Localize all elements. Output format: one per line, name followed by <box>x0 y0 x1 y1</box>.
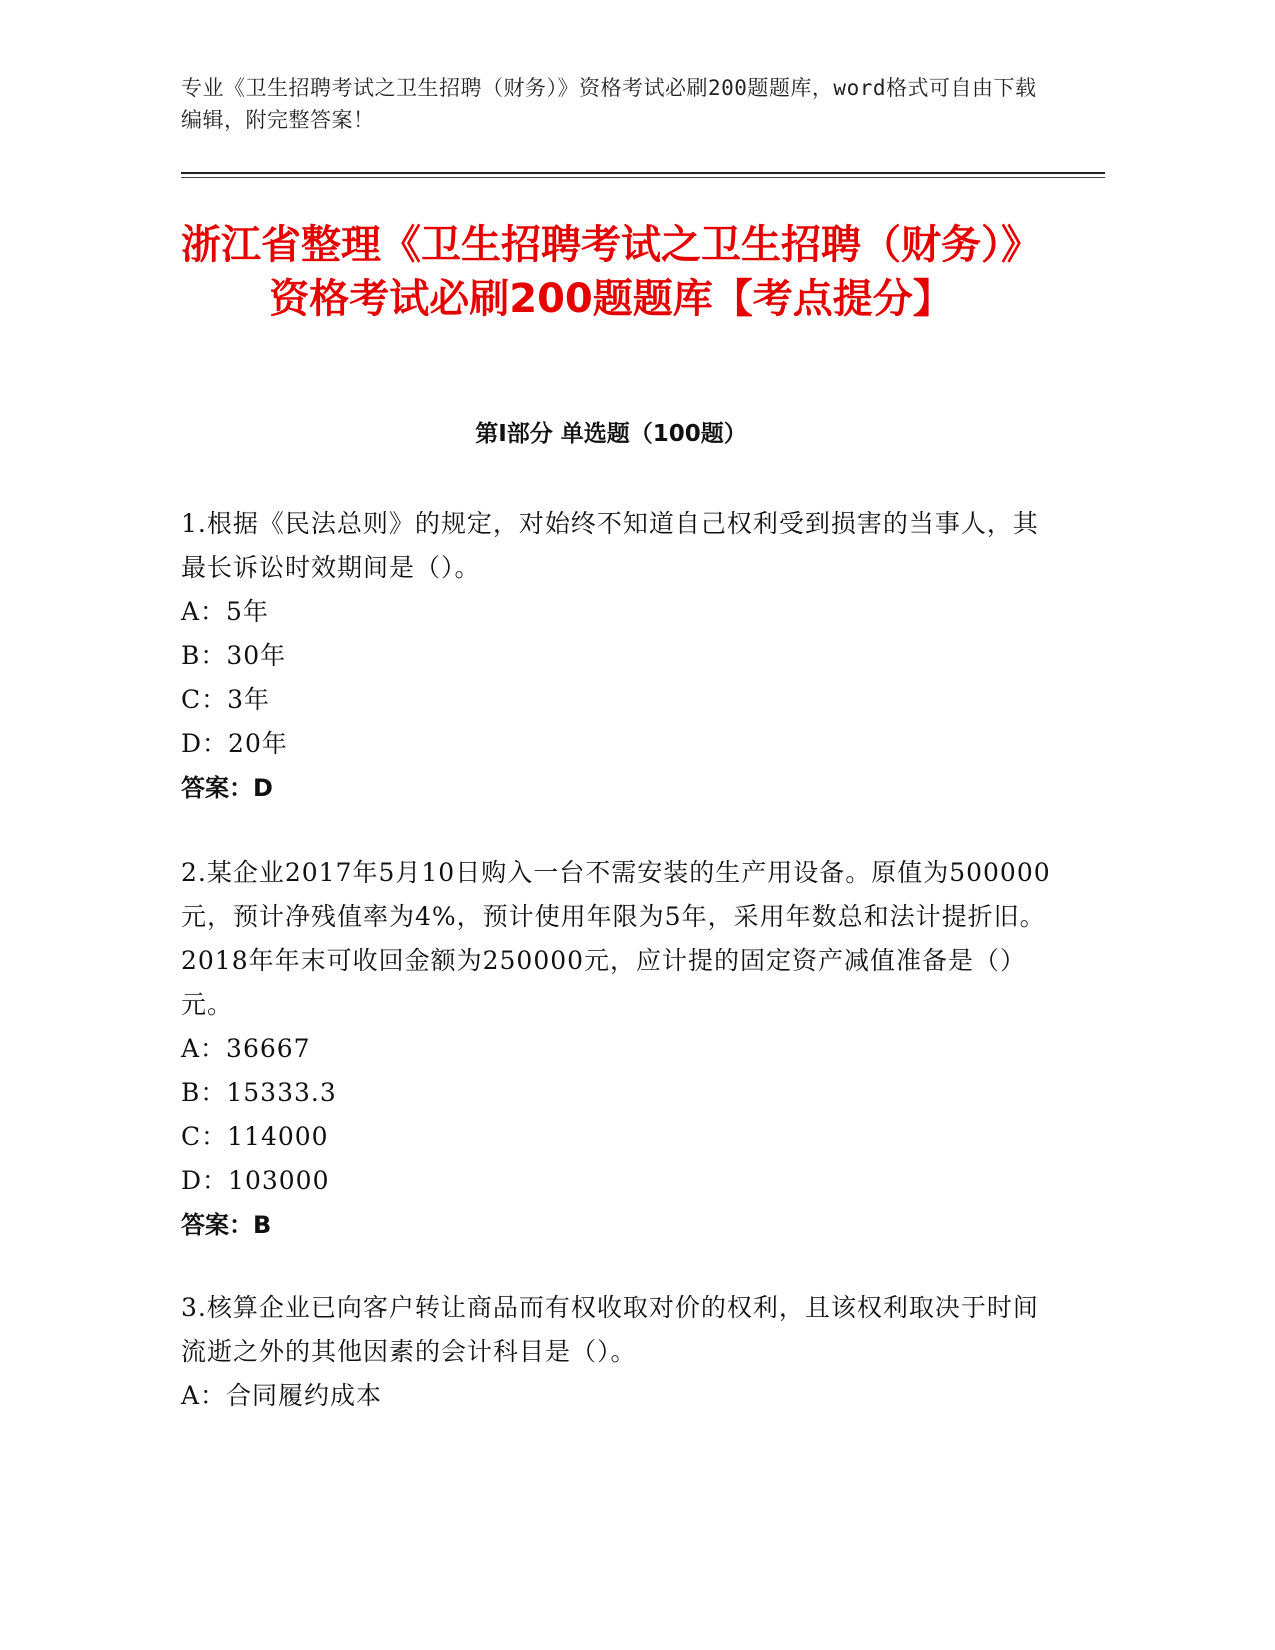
option-a: A：5年 <box>181 597 269 626</box>
section-title: 第Ⅰ部分 单选题（100题） <box>475 421 747 447</box>
option-a: A：合同履约成本 <box>181 1381 383 1410</box>
option-b: B：15333.3 <box>181 1078 337 1107</box>
question-stem: 1.根据《民法总则》的规定，对始终不知道自己权利受到损害的当事人，其最长诉讼时效期间是（）。 <box>181 509 1039 582</box>
document-title: 浙江省整理《卫生招聘考试之卫生招聘（财务）》资格考试必刷200题题库【考点提分】 <box>181 222 1041 322</box>
answer: 答案：D <box>181 774 273 802</box>
header-note: 专业《卫生招聘考试之卫生招聘（财务）》资格考试必刷200题题库，word格式可自由下载编辑，附完整答案！ <box>181 76 1037 132</box>
option-d: D：20年 <box>181 729 288 758</box>
option-a: A：36667 <box>181 1034 311 1063</box>
header-rule-thick <box>181 172 1105 174</box>
question-stem: 3.核算企业已向客户转让商品而有权收取对价的权利，且该权利取决于时间流逝之外的其他因素的会计科目是（）。 <box>181 1293 1039 1366</box>
question-1 <box>181 502 1051 810</box>
question-2 <box>181 851 1051 1247</box>
answer: 答案：B <box>181 1211 272 1239</box>
option-c: C：114000 <box>181 1122 329 1151</box>
question-3 <box>181 1286 1051 1418</box>
question-stem: 2.某企业2017年5月10日购入一台不需安装的生产用设备。原值为500000元，预计净残值率为4%，预计使用年限为5年，采用年数总和法计提折旧。2018年年末可收回金额为250000元，应计提的固定资产减值准备是（）元。 <box>181 858 1051 1019</box>
option-c: C：3年 <box>181 685 271 714</box>
option-d: D：103000 <box>181 1166 330 1195</box>
header-rule-thin <box>181 177 1105 178</box>
option-b: B：30年 <box>181 641 287 670</box>
